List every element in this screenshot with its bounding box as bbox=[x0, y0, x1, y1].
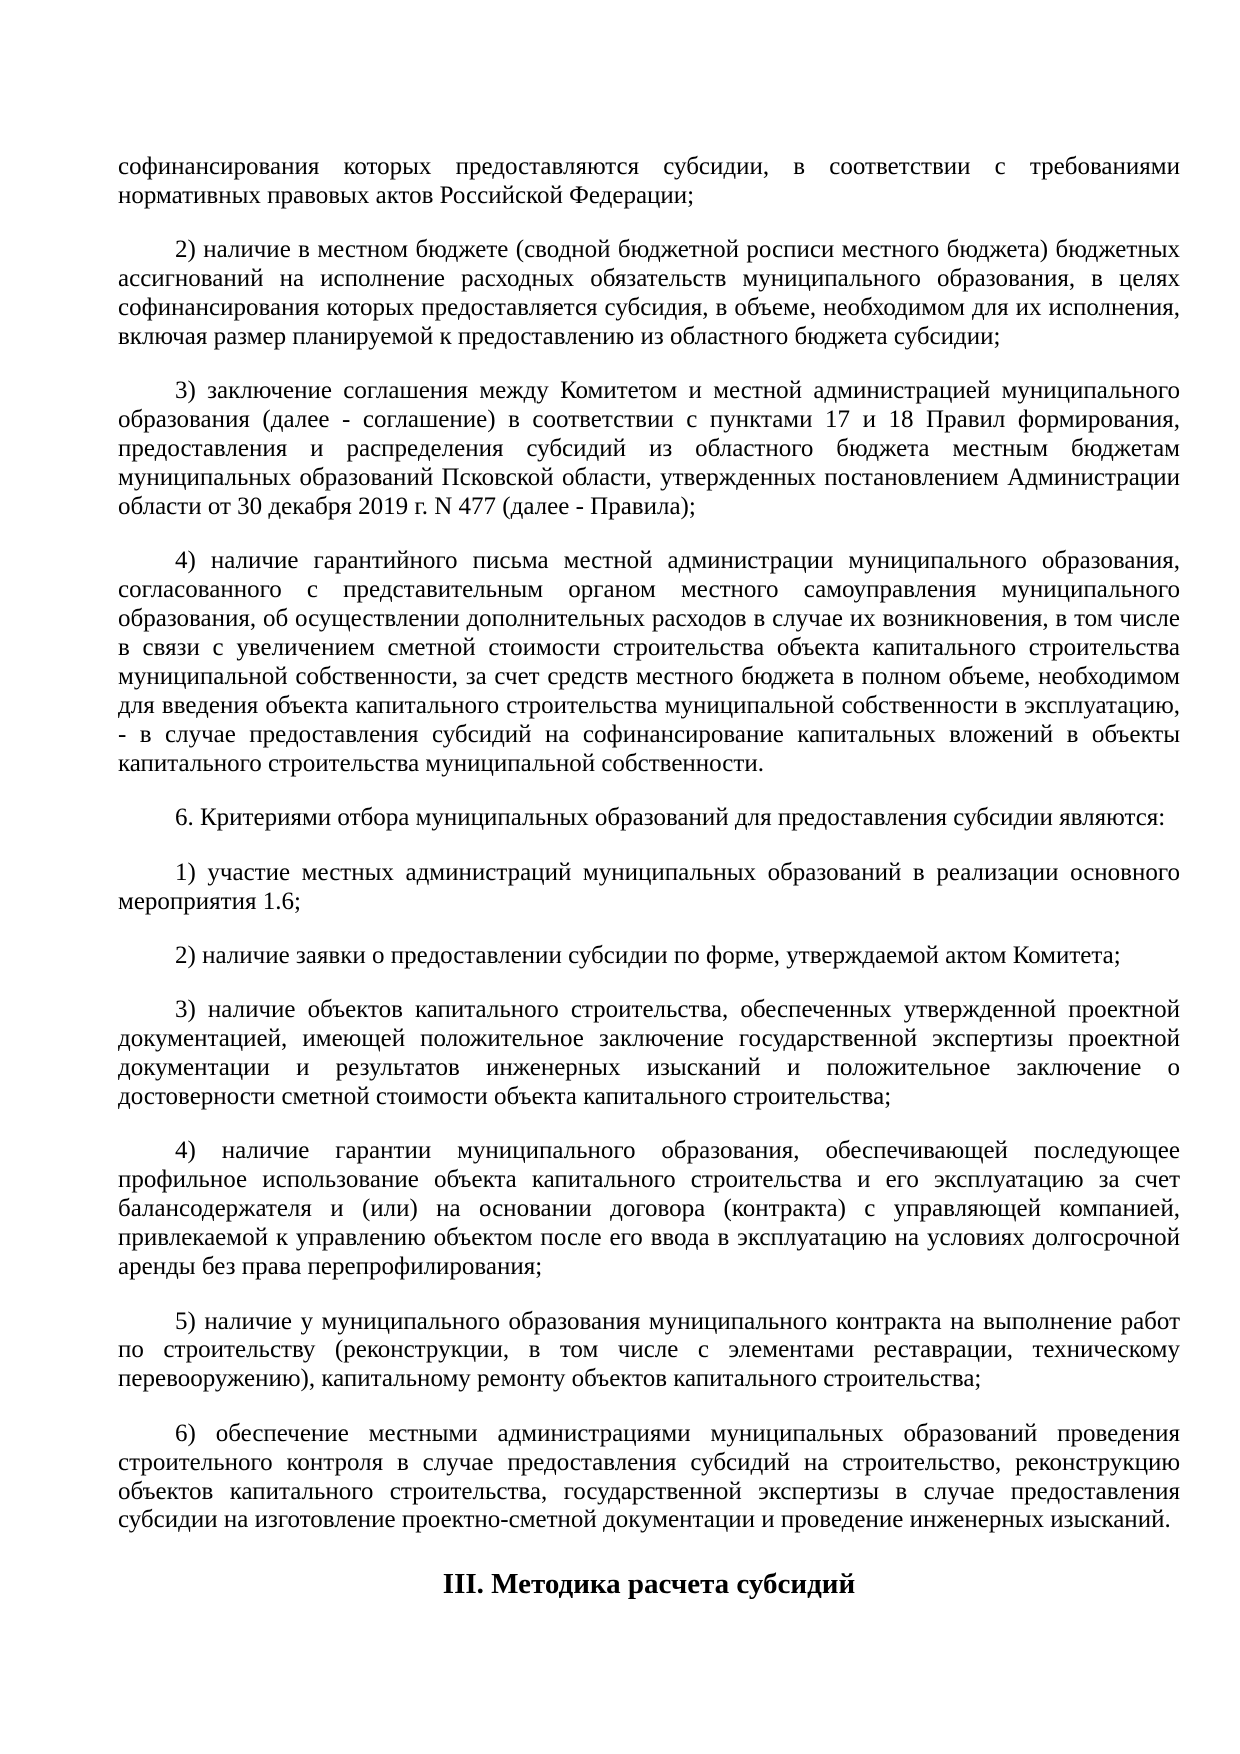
text-line: муниципальной собственности, за счет средств местного бюджета в полном объеме, необходимом bbox=[118, 663, 1180, 691]
paragraph bbox=[118, 377, 1180, 522]
paragraph bbox=[118, 236, 1180, 352]
text-line: привлекаемой к управлению объектом после его ввода в эксплуатацию на условиях долгосрочной bbox=[118, 1224, 1180, 1252]
text-line: 3) наличие объектов капитального строительства, обеспеченных утвержденной проектной bbox=[175, 996, 1180, 1024]
text-line: софинансирования которых предоставляются субсидии, в соответствии с требованиями bbox=[118, 153, 1180, 180]
text-line: аренды без права перепрофилирования; bbox=[118, 1253, 543, 1281]
text-line: профильное использование объекта капитального строительства и его эксплуатацию за счет bbox=[118, 1166, 1180, 1194]
paragraph bbox=[118, 996, 1180, 1112]
text-line: субсидии на изготовление проектно-сметной документации и проведение инженерных изысканий. bbox=[118, 1506, 1171, 1534]
text-line: - в случае предоставления субсидий на софинансирование капитальных вложений в объекты bbox=[118, 720, 1180, 748]
paragraph bbox=[118, 859, 1180, 917]
text-line: документацией, имеющей положительное заключение государственной экспертизы проектной bbox=[118, 1025, 1180, 1053]
text-line: 1) участие местных администраций муниципальных образований в реализации основного bbox=[175, 858, 1180, 886]
text-line: 4) наличие гарантии муниципального образования, обеспечивающей последующее bbox=[175, 1137, 1180, 1165]
text-line: капитального строительства муниципальной собственности. bbox=[118, 749, 764, 777]
text-line: перевооружению), капитальному ремонту объектов капитального строительства; bbox=[118, 1365, 982, 1393]
paragraph bbox=[118, 804, 1180, 833]
text-line: включая размер планируемой к предоставлению из областного бюджета субсидии; bbox=[118, 323, 1001, 351]
text-line: ассигнований на исполнение расходных обязательств муниципального образования, в целях bbox=[118, 265, 1180, 293]
text-line: 6. Критериями отбора муниципальных образований для предоставления субсидии являются: bbox=[175, 804, 1166, 832]
text-line: достоверности сметной стоимости объекта капитального строительства; bbox=[118, 1083, 892, 1111]
text-line: 2) наличие в местном бюджете (сводной бюджетной росписи местного бюджета) бюджетных bbox=[175, 236, 1180, 264]
text-line: мероприятия 1.6; bbox=[118, 887, 301, 915]
paragraph bbox=[118, 1308, 1180, 1395]
paragraph bbox=[118, 942, 1180, 971]
text-line: 5) наличие у муниципального образования муниципального контракта на выполнение работ bbox=[175, 1307, 1180, 1335]
text-line: 2) наличие заявки о предоставлении субсидии по форме, утверждаемой актом Комитета; bbox=[175, 941, 1121, 969]
section-heading: III. Методика расчета субсидий bbox=[442, 1568, 856, 1601]
text-line: софинансирования которых предоставляется субсидия, в объеме, необходимом для их исполнения, bbox=[118, 294, 1180, 322]
text-line: документации и результатов инженерных изысканий и положительное заключение о bbox=[118, 1054, 1180, 1082]
text-line: 6) обеспечение местными администрациями муниципальных образований проведения bbox=[175, 1419, 1180, 1447]
text-line: согласованного с представительным органом местного самоуправления муниципального bbox=[118, 576, 1180, 604]
paragraph bbox=[118, 1137, 1180, 1282]
paragraph bbox=[118, 153, 1180, 211]
document-page bbox=[118, 153, 1180, 1601]
text-line: нормативных правовых актов Российской Федерации; bbox=[118, 181, 695, 209]
text-line: образования, об осуществлении дополнительных расходов в случае их возникновения, в том числе bbox=[118, 605, 1180, 633]
text-line: по строительству (реконструкции, в том числе с элементами реставрации, техническому bbox=[118, 1336, 1180, 1364]
text-line: области от 30 декабря 2019 г. N 477 (далее - Правила); bbox=[118, 493, 696, 521]
paragraph bbox=[118, 547, 1180, 778]
text-line: 3) заключение соглашения между Комитетом и местной администрацией муниципального bbox=[175, 377, 1180, 405]
text-line: строительного контроля в случае предоставления субсидий на строительство, реконструкцию bbox=[118, 1448, 1180, 1476]
paragraph bbox=[118, 1420, 1180, 1536]
text-line: 4) наличие гарантийного письма местной администрации муниципального образования, bbox=[175, 547, 1180, 575]
text-line: образования (далее - соглашение) в соответствии с пунктами 17 и 18 Правил формирования, bbox=[118, 406, 1180, 434]
text-line: в связи с увеличением сметной стоимости строительства объекта капитального строительства bbox=[118, 634, 1180, 662]
text-line: балансодержателя и (или) на основании договора (контракта) с управляющей компанией, bbox=[118, 1195, 1180, 1223]
text-line: для введения объекта капитального строительства муниципальной собственности в эксплуатацию, bbox=[118, 692, 1180, 719]
text-line: предоставления и распределения субсидий из областного бюджета местным бюджетам bbox=[118, 435, 1180, 463]
text-line: объектов капитального строительства, государственной экспертизы в случае предоставления bbox=[118, 1477, 1180, 1505]
text-line: муниципальных образований Псковской области, утвержденных постановлением Администрации bbox=[118, 464, 1180, 492]
document-body bbox=[118, 153, 1180, 1535]
